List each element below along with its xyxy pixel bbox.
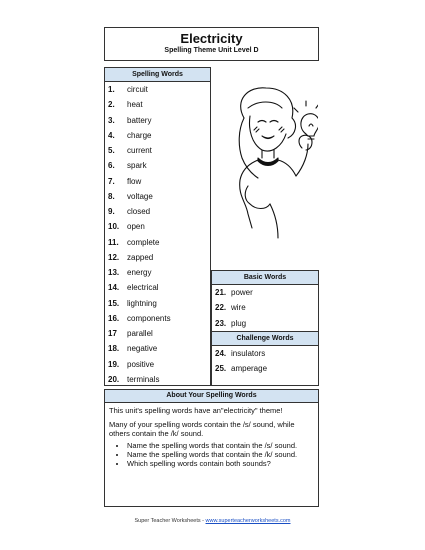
spelling-word-row [105, 113, 210, 128]
basic-word-word: wire [231, 303, 246, 313]
smile [262, 136, 274, 139]
spelling-word-word: energy [127, 268, 152, 277]
spelling-word-word: parallel [127, 329, 153, 338]
spelling-word-row [105, 296, 210, 311]
face-outline [250, 116, 287, 151]
basic-words-list [212, 285, 318, 331]
spelling-word-row [105, 158, 210, 173]
spelling-word-row [105, 341, 210, 356]
spelling-word-number: 6. [108, 161, 115, 171]
spelling-word-row [105, 143, 210, 158]
basic-word-row [212, 316, 318, 331]
spelling-word-number: 19. [108, 359, 120, 369]
spelling-word-number: 7. [108, 176, 115, 186]
spelling-word-number: 15. [108, 298, 120, 308]
spelling-word-number: 18. [108, 344, 120, 354]
spelling-word-word: terminals [127, 374, 160, 384]
spelling-word-word: heat [127, 100, 143, 110]
spelling-word-word: voltage [127, 191, 153, 201]
spelling-word-row [105, 357, 210, 372]
spelling-words-heading: Spelling Words [105, 68, 210, 82]
spelling-word-word: negative [127, 344, 158, 354]
hand [299, 135, 312, 150]
spelling-word-number: 8. [108, 191, 115, 201]
spelling-words-box [104, 67, 211, 386]
spelling-word-word: current [127, 146, 152, 155]
spelling-word-word: positive [127, 359, 155, 369]
spelling-word-row [105, 204, 210, 219]
spelling-word-number: 14. [108, 283, 120, 293]
spelling-word-word: circuit [127, 85, 148, 94]
spelling-word-word: electrical [127, 283, 159, 293]
basic-word-row [212, 300, 318, 315]
spelling-word-number: 1. [108, 85, 115, 94]
lightbulb-filament [309, 124, 313, 126]
page-subtitle: Spelling Theme Unit Level D [164, 47, 259, 54]
hair-bangs [248, 102, 282, 108]
basic-word-word: plug [231, 318, 247, 328]
page-title: Electricity [180, 31, 243, 46]
about-paragraph-1: This unit's spelling words have an"electricity" theme! [109, 406, 283, 415]
raised-arm [296, 144, 308, 176]
right-shoulder [278, 160, 296, 176]
about-paragraph-2: Many of your spelling words contain the /s/ sound, while others contain the /k/ sound. [109, 419, 295, 438]
spelling-word-word: lightning [127, 298, 157, 308]
spelling-word-word: components [127, 313, 171, 323]
spelling-word-row [105, 265, 210, 280]
about-heading: About Your Spelling Words [105, 390, 318, 403]
spelling-word-word: flow [127, 176, 142, 186]
footer [0, 518, 425, 524]
challenge-word-number: 25. [215, 364, 227, 373]
spelling-word-row [105, 189, 210, 204]
footer-text: Super Teacher Worksheets - [134, 518, 206, 524]
about-box [104, 389, 319, 507]
challenge-words-list [212, 346, 318, 377]
torso-right [270, 204, 278, 238]
light-rays [294, 101, 318, 112]
collar [258, 158, 278, 166]
spelling-word-number: 16. [108, 313, 120, 323]
challenge-word-word: insulators [231, 348, 266, 358]
girl-with-lightbulb-illustration [218, 78, 318, 268]
spelling-word-row [105, 82, 210, 97]
footer-link[interactable]: www.superteacherworksheets.com [205, 518, 291, 524]
spelling-word-number: 17 [108, 329, 117, 338]
spelling-word-number: 5. [108, 146, 115, 155]
spelling-word-word: battery [127, 115, 152, 125]
basic-words-heading: Basic Words [212, 271, 318, 285]
basic-word-row [212, 285, 318, 300]
spelling-word-number: 20. [108, 374, 120, 384]
challenge-word-row [212, 361, 318, 376]
about-bullet: • Which spelling words contain both sounds? [127, 459, 314, 468]
spelling-word-number: 10. [108, 222, 120, 232]
spelling-word-row [105, 250, 210, 265]
left-eye [258, 121, 266, 123]
spelling-word-row [105, 219, 210, 234]
title-box [104, 27, 319, 61]
spelling-word-row [105, 280, 210, 295]
about-bullet: • Name the spelling words that contain the /s/ sound. [127, 441, 314, 450]
spelling-word-word: zapped [127, 252, 154, 262]
about-bullet: • Name the spelling words that contain the /k/ sound. [127, 450, 314, 459]
spelling-word-number: 12. [108, 252, 120, 262]
basic-challenge-box [211, 270, 319, 386]
about-bullets [105, 441, 318, 468]
spelling-word-number: 2. [108, 100, 115, 110]
right-eye [270, 121, 278, 123]
left-arm [245, 186, 270, 209]
spelling-word-word: open [127, 222, 145, 232]
spelling-word-row [105, 235, 210, 250]
spelling-word-row [105, 311, 210, 326]
hair-outline [241, 88, 296, 138]
spelling-word-number: 4. [108, 130, 115, 140]
spelling-word-number: 3. [108, 115, 115, 125]
challenge-word-word: amperage [231, 364, 268, 373]
spelling-word-word: charge [127, 130, 152, 140]
spelling-word-number: 11. [108, 237, 119, 247]
spelling-word-number: 9. [108, 207, 115, 216]
spelling-word-row [105, 97, 210, 112]
spelling-word-word: spark [127, 161, 147, 171]
spelling-word-word: closed [127, 207, 151, 216]
spelling-word-row [105, 372, 210, 387]
cheek-blush [254, 127, 284, 132]
spelling-word-row [105, 174, 210, 189]
spelling-word-row [105, 128, 210, 143]
basic-word-number: 21. [215, 288, 227, 297]
spelling-word-word: complete [127, 237, 160, 247]
challenge-word-number: 24. [215, 348, 227, 358]
spelling-words-list [105, 82, 210, 387]
challenge-words-heading: Challenge Words [212, 331, 318, 346]
basic-word-number: 23. [215, 318, 227, 328]
hair-left-side [239, 118, 258, 178]
spelling-word-number: 13. [108, 268, 120, 277]
basic-word-number: 22. [215, 303, 227, 313]
spelling-word-row [105, 326, 210, 341]
challenge-word-row [212, 346, 318, 361]
basic-word-word: power [231, 288, 253, 297]
